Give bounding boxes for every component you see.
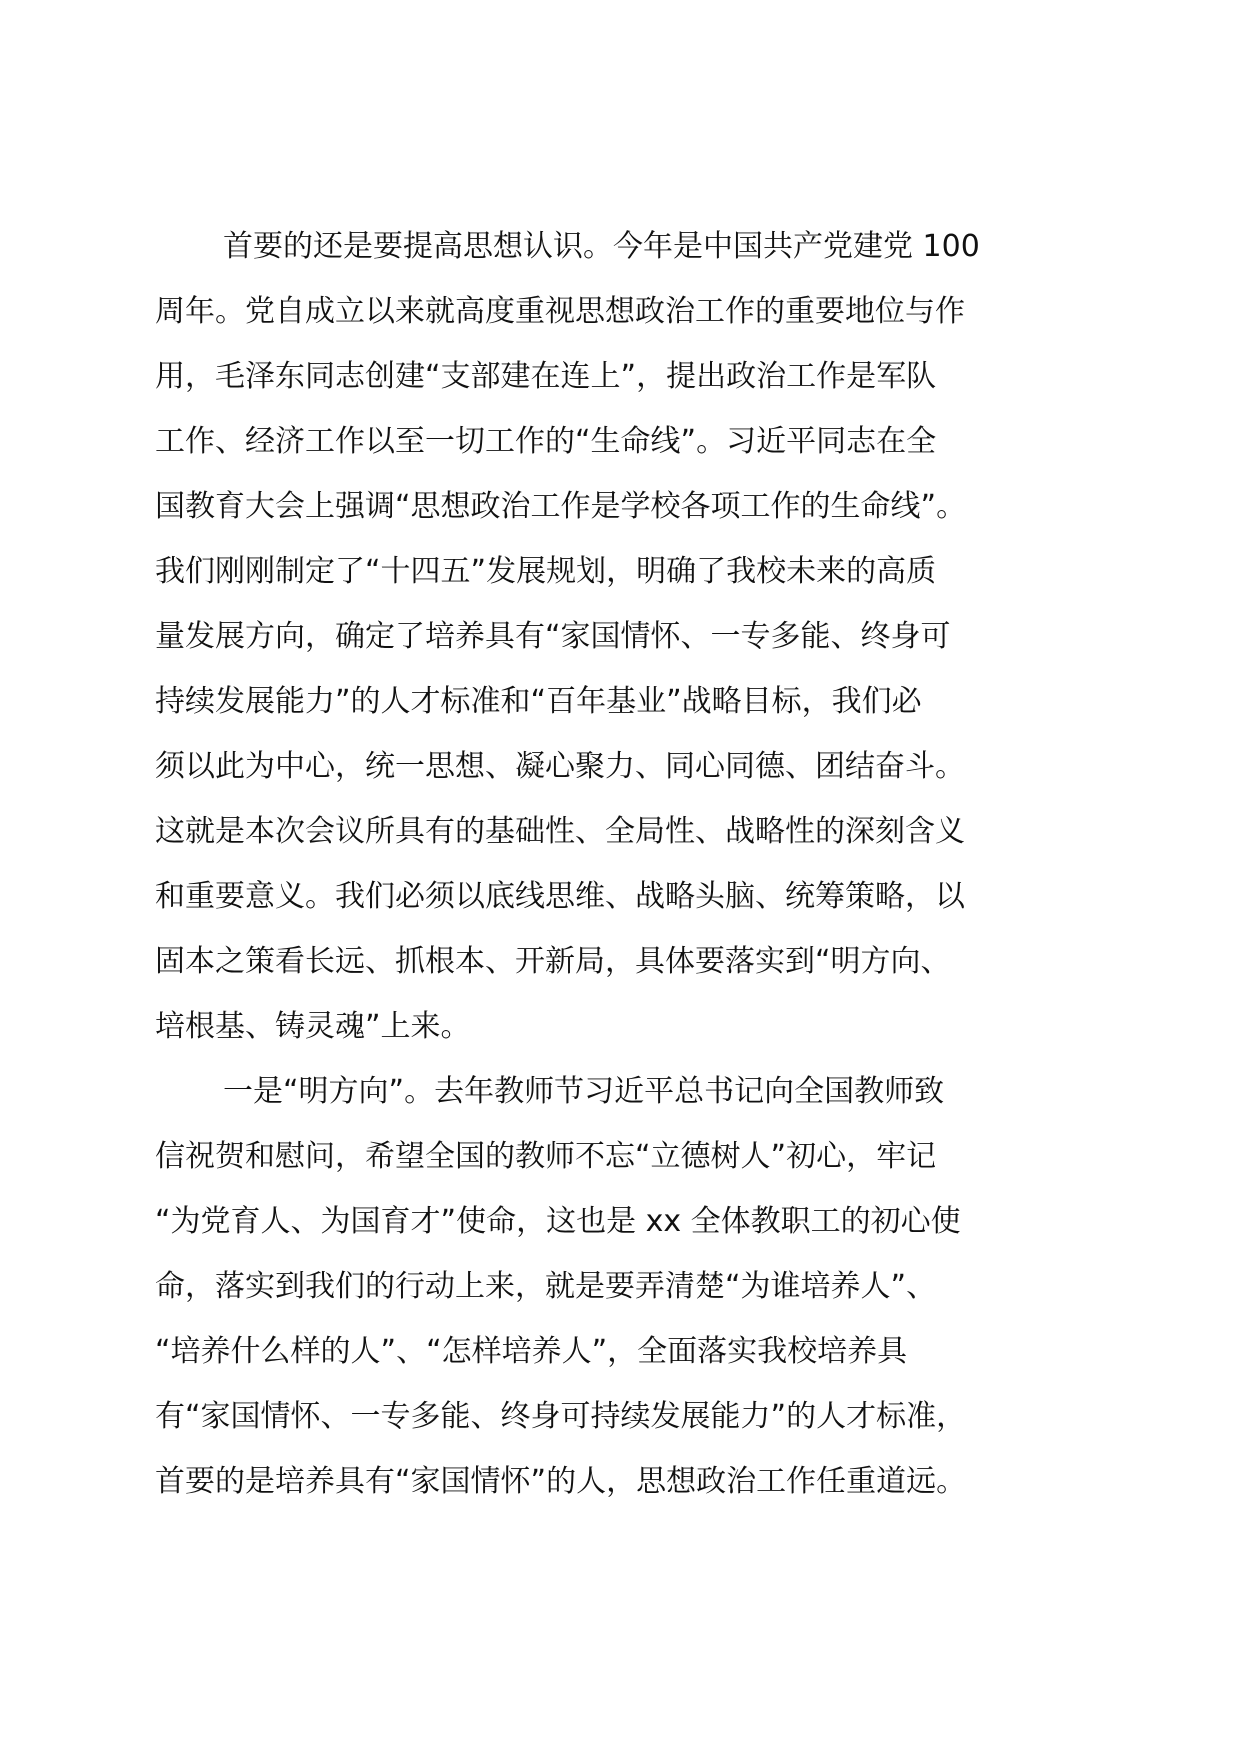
text-line: 首要的是培养具有“家国情怀”的人，思想政治工作任重道远。 — [155, 1464, 967, 1499]
text-line: 一是“明方向”。去年教师节习近平总书记向全国教师致 — [223, 1074, 945, 1109]
text-line: “为党育人、为国育才”使命，这也是 xx 全体教职工的初心使 — [155, 1204, 961, 1239]
text-line: 量发展方向，确定了培养具有“家国情怀、一专多能、终身可 — [155, 619, 951, 654]
paragraph-1 — [155, 214, 1115, 1059]
text-line: 须以此为中心，统一思想、凝心聚力、同心同德、团结奋斗。 — [155, 749, 965, 784]
text-line: 信祝贺和慰问，希望全国的教师不忘“立德树人”初心，牢记 — [155, 1139, 937, 1174]
text-line: 首要的还是要提高思想认识。今年是中国共产党建党 100 — [223, 229, 980, 264]
text-line: 这就是本次会议所具有的基础性、全局性、战略性的深刻含义 — [155, 814, 965, 849]
text-line: “培养什么样的人”、“怎样培养人”，全面落实我校培养具 — [155, 1334, 908, 1369]
body-text — [155, 214, 1115, 1514]
text-line: 用，毛泽东同志创建“支部建在连上”，提出政治工作是军队 — [155, 359, 937, 394]
text-line: 周年。党自成立以来就高度重视思想政治工作的重要地位与作 — [155, 294, 965, 329]
text-line: 持续发展能力”的人才标准和“百年基业”战略目标，我们必 — [155, 684, 922, 719]
text-line: 工作、经济工作以至一切工作的“生命线”。习近平同志在全 — [155, 424, 937, 459]
text-line: 国教育大会上强调“思想政治工作是学校各项工作的生命线”。 — [155, 489, 967, 524]
paragraph-2 — [155, 1059, 1115, 1514]
text-line: 我们刚刚制定了“十四五”发展规划，明确了我校未来的高质 — [155, 554, 937, 589]
text-line: 培根基、铸灵魂”上来。 — [155, 1009, 471, 1044]
text-line: 命，落实到我们的行动上来，就是要弄清楚“为谁培养人”、 — [155, 1269, 937, 1304]
text-line: 和重要意义。我们必须以底线思维、战略头脑、统筹策略，以 — [155, 879, 965, 914]
text-line: 固本之策看长远、抓根本、开新局，具体要落实到“明方向、 — [155, 944, 951, 979]
text-line: 有“家国情怀、一专多能、终身可持续发展能力”的人才标准， — [155, 1399, 967, 1434]
